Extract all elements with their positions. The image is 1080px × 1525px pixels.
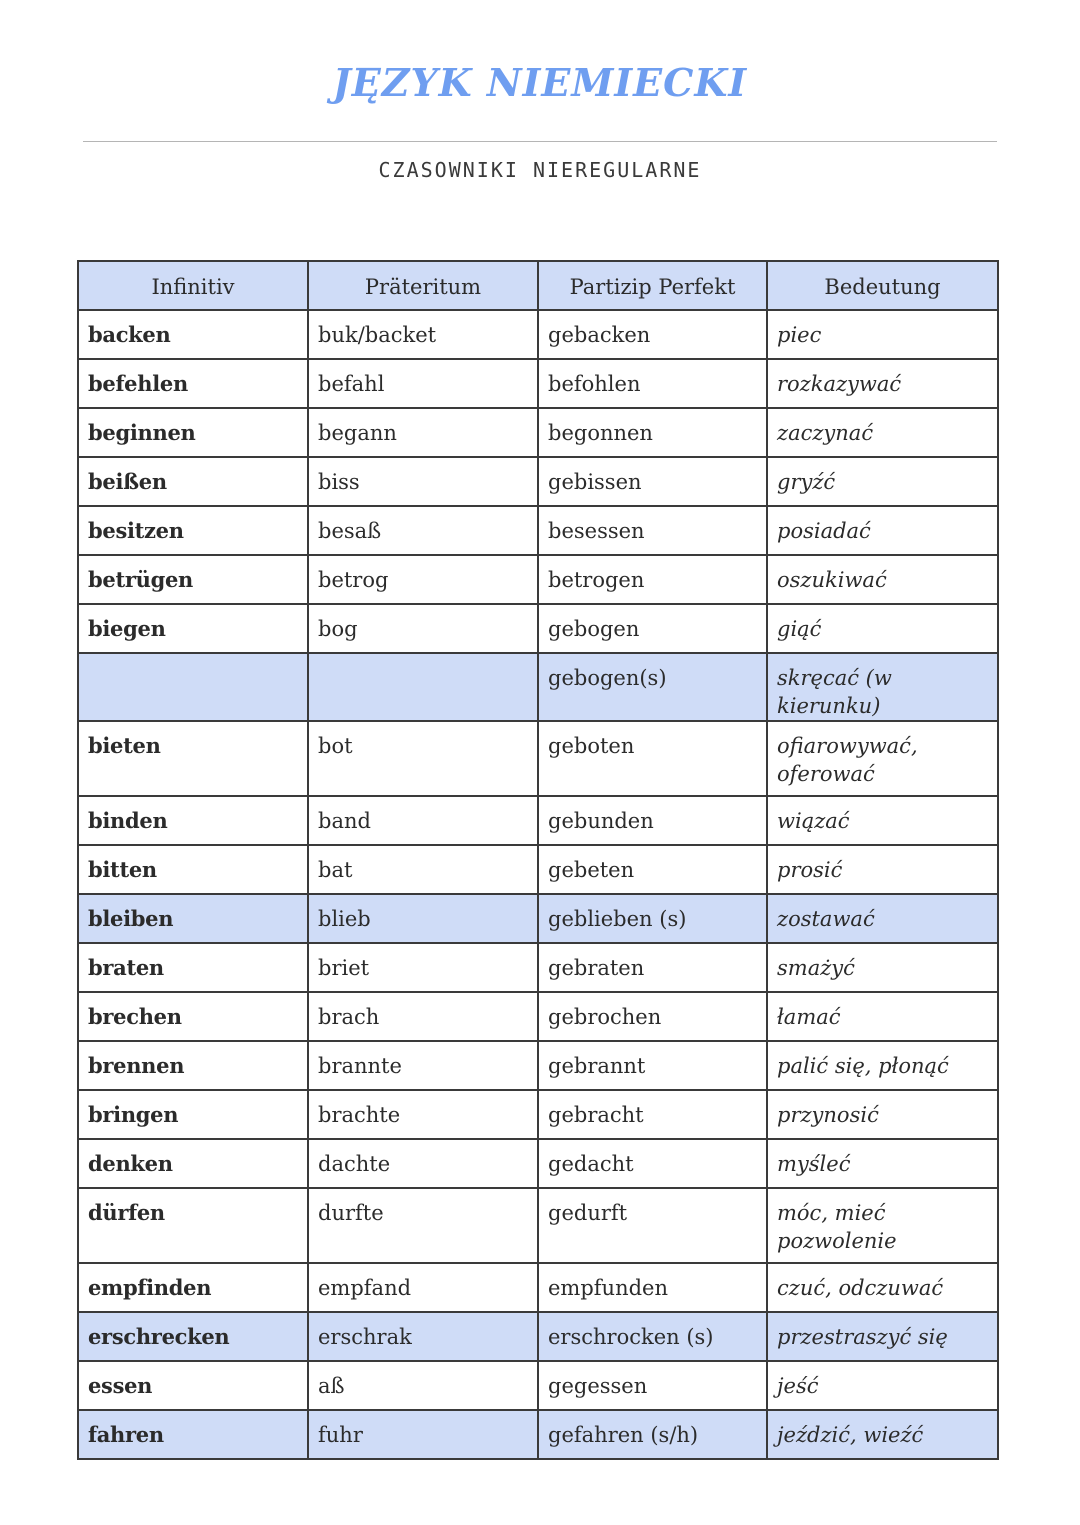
cell-prateritum: brannte xyxy=(308,1041,538,1090)
cell-infinitiv: dürfen xyxy=(78,1188,308,1263)
cell-bedeutung: czuć, odczuwać xyxy=(767,1263,998,1312)
table-row xyxy=(78,555,998,604)
table-row xyxy=(78,1139,998,1188)
cell-infinitiv: bleiben xyxy=(78,894,308,943)
cell-infinitiv: backen xyxy=(78,310,308,359)
table-row xyxy=(78,943,998,992)
cell-bedeutung: palić się, płonąć xyxy=(767,1041,998,1090)
cell-partizip-perfekt: gebeten xyxy=(538,845,767,894)
table-row xyxy=(78,796,998,845)
cell-infinitiv: biegen xyxy=(78,604,308,653)
cell-prateritum: erschrak xyxy=(308,1312,538,1361)
cell-prateritum: bot xyxy=(308,721,538,796)
column-header-partizip-perfekt: Partizip Perfekt xyxy=(538,261,767,310)
table-row xyxy=(78,1410,998,1459)
cell-prateritum: bog xyxy=(308,604,538,653)
cell-infinitiv: bitten xyxy=(78,845,308,894)
cell-infinitiv: beißen xyxy=(78,457,308,506)
cell-prateritum: brach xyxy=(308,992,538,1041)
cell-partizip-perfekt: gedacht xyxy=(538,1139,767,1188)
cell-infinitiv: binden xyxy=(78,796,308,845)
irregular-verbs-table xyxy=(77,260,999,1460)
table-row xyxy=(78,1041,998,1090)
page-title: JĘZYK NIEMIECKI xyxy=(332,60,748,105)
cell-prateritum: briet xyxy=(308,943,538,992)
table-row xyxy=(78,506,998,555)
column-header-prateritum: Präteritum xyxy=(308,261,538,310)
cell-prateritum: aß xyxy=(308,1361,538,1410)
cell-bedeutung: skręcać (w kierunku) xyxy=(767,653,998,721)
cell-partizip-perfekt: empfunden xyxy=(538,1263,767,1312)
cell-partizip-perfekt: besessen xyxy=(538,506,767,555)
cell-infinitiv: erschrecken xyxy=(78,1312,308,1361)
table-row xyxy=(78,845,998,894)
cell-prateritum: empfand xyxy=(308,1263,538,1312)
cell-bedeutung: ofiarowywać, oferować xyxy=(767,721,998,796)
cell-infinitiv: fahren xyxy=(78,1410,308,1459)
cell-infinitiv: beginnen xyxy=(78,408,308,457)
cell-infinitiv: betrügen xyxy=(78,555,308,604)
cell-prateritum xyxy=(308,653,538,721)
cell-infinitiv: besitzen xyxy=(78,506,308,555)
table-header-row xyxy=(78,261,998,310)
cell-infinitiv: denken xyxy=(78,1139,308,1188)
table-row xyxy=(78,1361,998,1410)
cell-bedeutung: piec xyxy=(767,310,998,359)
cell-partizip-perfekt: gebunden xyxy=(538,796,767,845)
cell-infinitiv: brennen xyxy=(78,1041,308,1090)
cell-partizip-perfekt: erschrocken (s) xyxy=(538,1312,767,1361)
cell-infinitiv: empfinden xyxy=(78,1263,308,1312)
table-row xyxy=(78,604,998,653)
table-row xyxy=(78,1263,998,1312)
cell-partizip-perfekt: gedurft xyxy=(538,1188,767,1263)
cell-bedeutung: łamać xyxy=(767,992,998,1041)
cell-partizip-perfekt: gebacken xyxy=(538,310,767,359)
cell-bedeutung: rozkazywać xyxy=(767,359,998,408)
cell-bedeutung: zostawać xyxy=(767,894,998,943)
cell-partizip-perfekt: betrogen xyxy=(538,555,767,604)
cell-prateritum: betrog xyxy=(308,555,538,604)
cell-bedeutung: giąć xyxy=(767,604,998,653)
cell-bedeutung: oszukiwać xyxy=(767,555,998,604)
cell-bedeutung: przynosić xyxy=(767,1090,998,1139)
cell-infinitiv: befehlen xyxy=(78,359,308,408)
table-row xyxy=(78,1312,998,1361)
cell-bedeutung: przestraszyć się xyxy=(767,1312,998,1361)
cell-prateritum: begann xyxy=(308,408,538,457)
cell-bedeutung: posiadać xyxy=(767,506,998,555)
table-row xyxy=(78,310,998,359)
cell-partizip-perfekt: gebogen(s) xyxy=(538,653,767,721)
cell-bedeutung: gryźć xyxy=(767,457,998,506)
cell-bedeutung: jeździć, wieźć xyxy=(767,1410,998,1459)
table-row xyxy=(78,992,998,1041)
cell-partizip-perfekt: begonnen xyxy=(538,408,767,457)
cell-prateritum: fuhr xyxy=(308,1410,538,1459)
cell-bedeutung: prosić xyxy=(767,845,998,894)
cell-partizip-perfekt: gebissen xyxy=(538,457,767,506)
cell-bedeutung: móc, mieć pozwolenie xyxy=(767,1188,998,1263)
cell-infinitiv: brechen xyxy=(78,992,308,1041)
cell-prateritum: blieb xyxy=(308,894,538,943)
cell-prateritum: biss xyxy=(308,457,538,506)
cell-infinitiv: essen xyxy=(78,1361,308,1410)
table-row xyxy=(78,721,998,796)
cell-prateritum: brachte xyxy=(308,1090,538,1139)
cell-partizip-perfekt: geblieben (s) xyxy=(538,894,767,943)
cell-prateritum: band xyxy=(308,796,538,845)
table-row xyxy=(78,1090,998,1139)
cell-partizip-perfekt: gebrochen xyxy=(538,992,767,1041)
cell-infinitiv: braten xyxy=(78,943,308,992)
cell-partizip-perfekt: gebrannt xyxy=(538,1041,767,1090)
cell-bedeutung: zaczynać xyxy=(767,408,998,457)
cell-partizip-perfekt: geboten xyxy=(538,721,767,796)
cell-bedeutung: myśleć xyxy=(767,1139,998,1188)
cell-infinitiv xyxy=(78,653,308,721)
cell-prateritum: durfte xyxy=(308,1188,538,1263)
cell-bedeutung: smażyć xyxy=(767,943,998,992)
cell-partizip-perfekt: gebracht xyxy=(538,1090,767,1139)
cell-partizip-perfekt: gegessen xyxy=(538,1361,767,1410)
title-divider xyxy=(83,141,997,142)
cell-prateritum: befahl xyxy=(308,359,538,408)
cell-partizip-perfekt: befohlen xyxy=(538,359,767,408)
cell-prateritum: dachte xyxy=(308,1139,538,1188)
cell-bedeutung: jeść xyxy=(767,1361,998,1410)
table-row xyxy=(78,359,998,408)
column-header-bedeutung: Bedeutung xyxy=(767,261,998,310)
table-row xyxy=(78,408,998,457)
cell-bedeutung: wiązać xyxy=(767,796,998,845)
cell-prateritum: bat xyxy=(308,845,538,894)
table-row xyxy=(78,457,998,506)
cell-prateritum: besaß xyxy=(308,506,538,555)
cell-prateritum: buk/backet xyxy=(308,310,538,359)
table-row xyxy=(78,653,998,721)
cell-infinitiv: bieten xyxy=(78,721,308,796)
cell-partizip-perfekt: gebogen xyxy=(538,604,767,653)
table-row xyxy=(78,1188,998,1263)
table-row xyxy=(78,894,998,943)
column-header-infinitiv: Infinitiv xyxy=(78,261,308,310)
page-subtitle: CZASOWNIKI NIEREGULARNE xyxy=(378,158,702,182)
cell-infinitiv: bringen xyxy=(78,1090,308,1139)
cell-partizip-perfekt: gebraten xyxy=(538,943,767,992)
cell-partizip-perfekt: gefahren (s/h) xyxy=(538,1410,767,1459)
